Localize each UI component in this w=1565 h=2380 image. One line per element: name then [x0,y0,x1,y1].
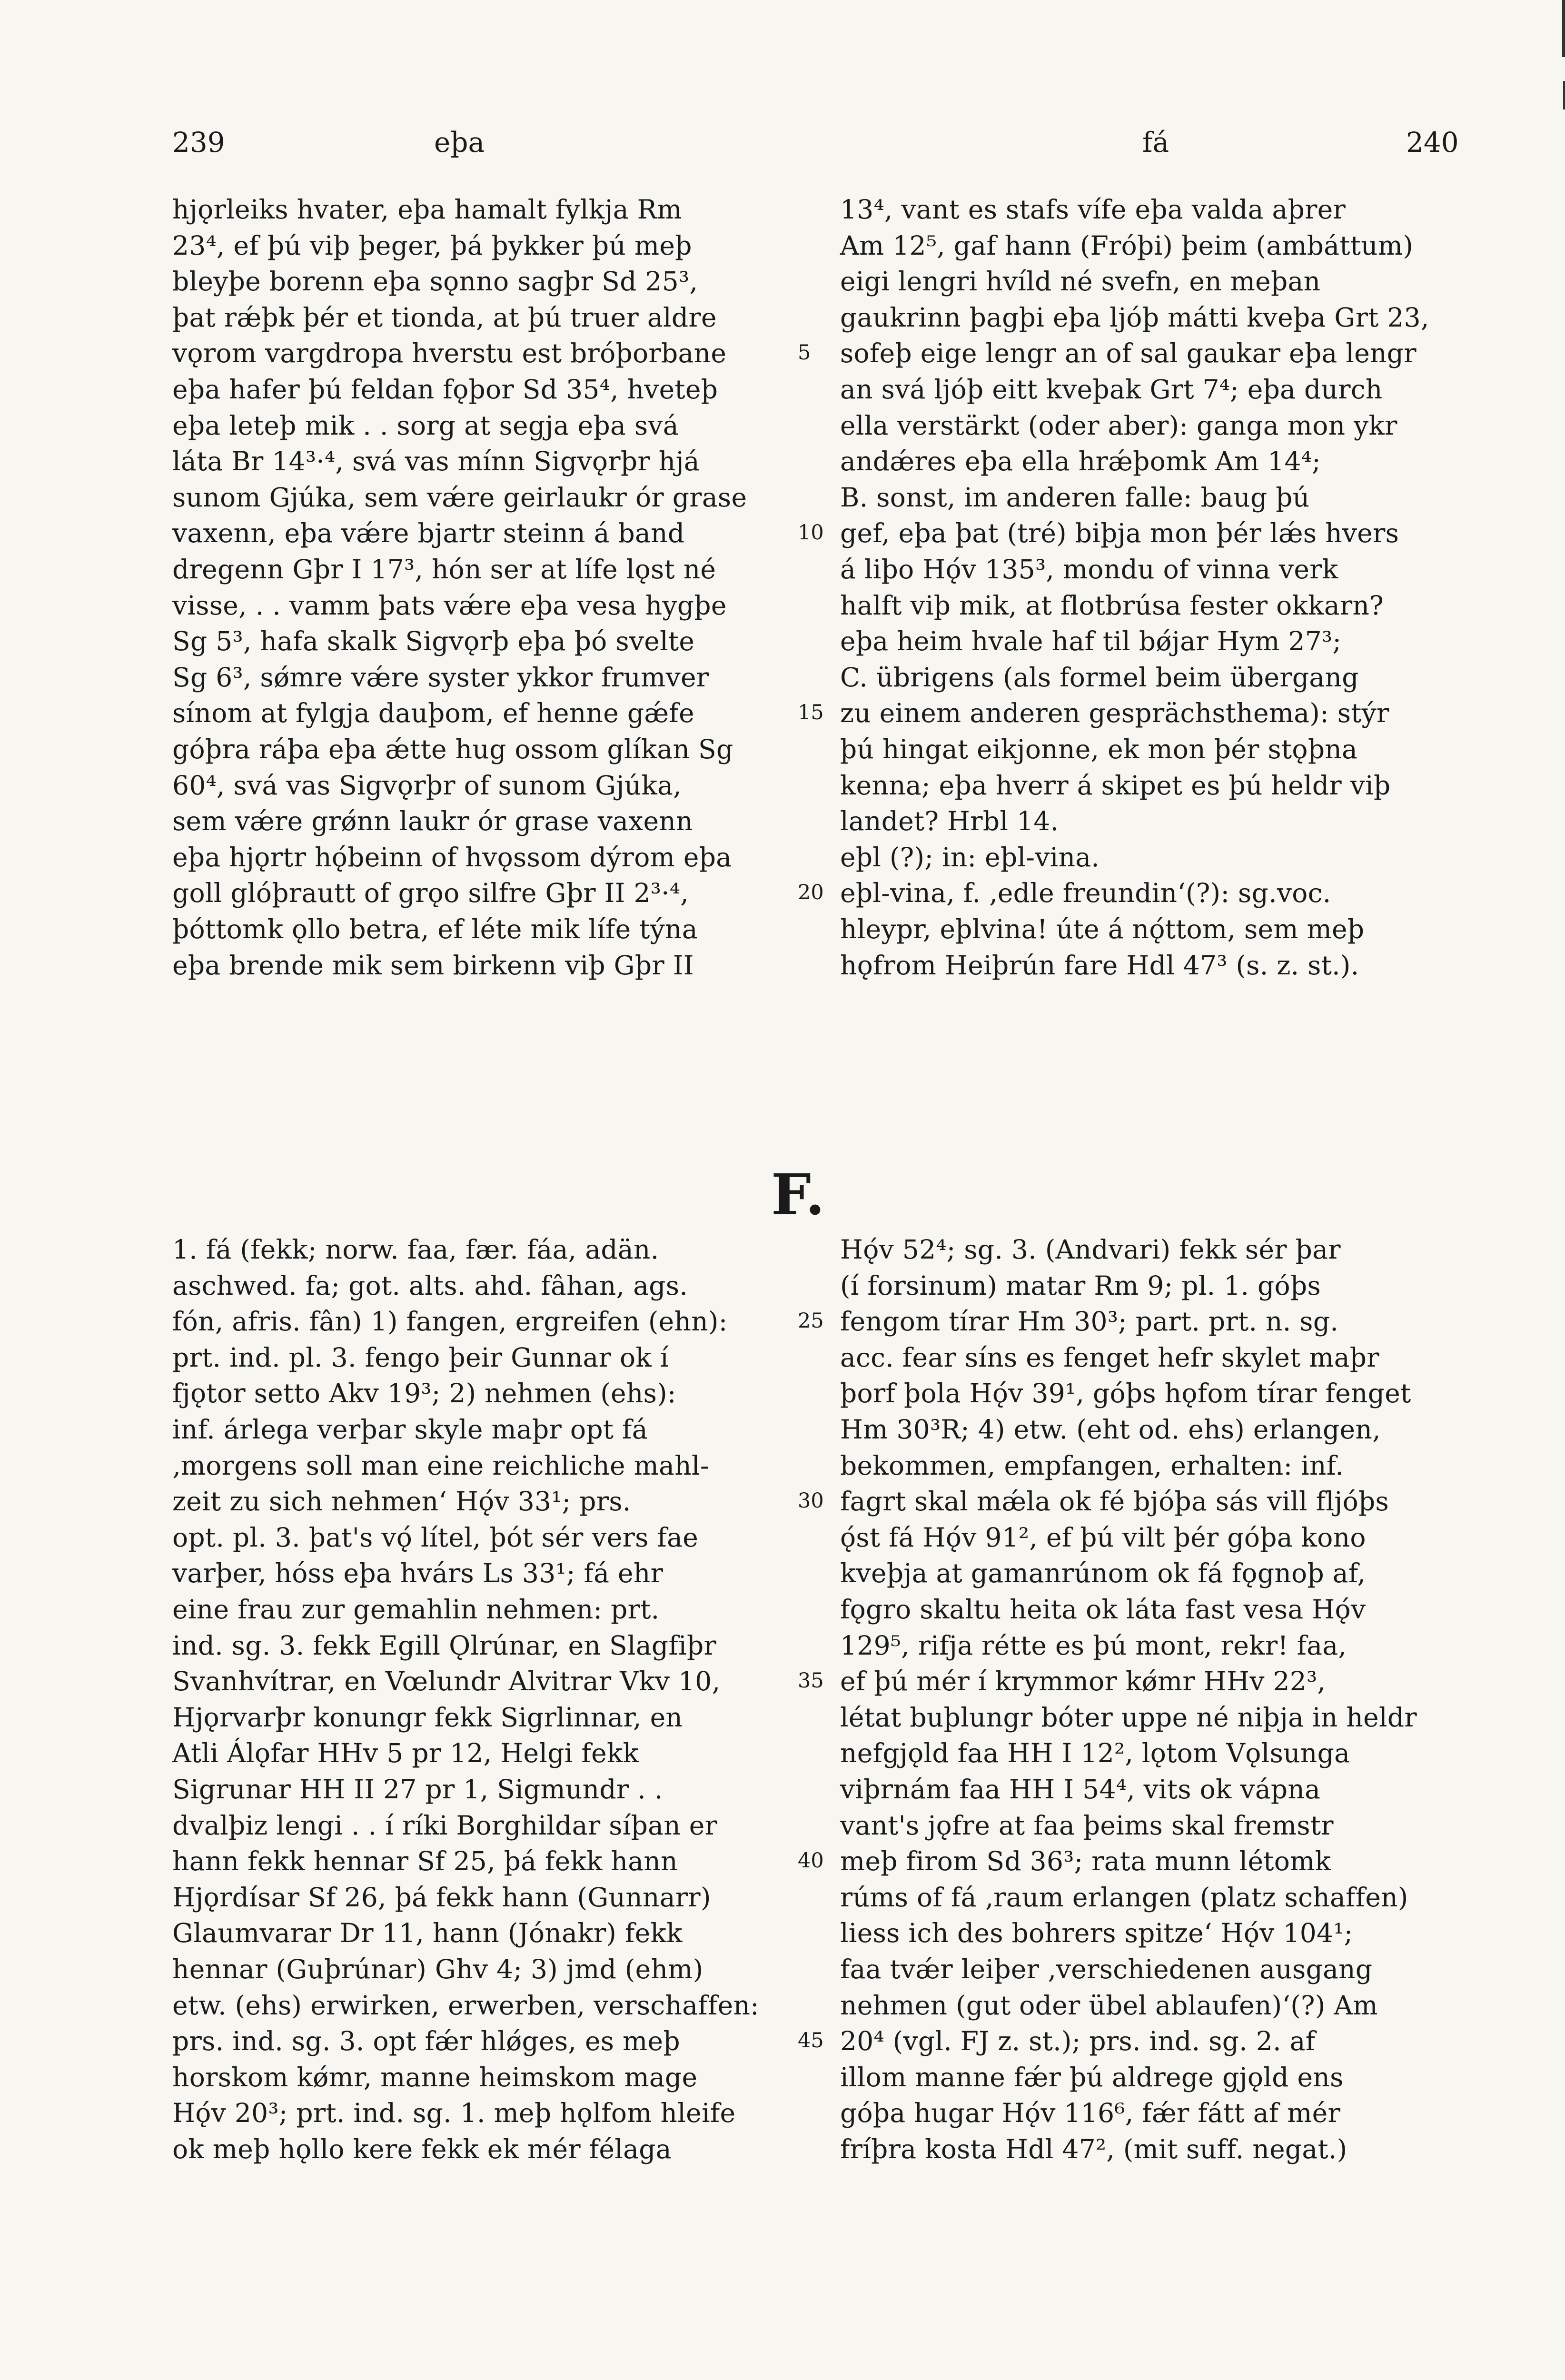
text-line: aschwed. fa; got. alts. ahd. fâhan, ags. [172,1270,688,1301]
text-line: 23⁴, ef þú viþ þeger, þá þykker þú meþ [172,230,692,261]
line-number: 15 [798,701,824,725]
text-line: 20⁴ (vgl. FJ z. st.); prs. ind. sg. 2. af [840,2026,1316,2057]
page-edge-shadow [1562,0,1565,57]
text-line: andǽres eþa ella hrǽþomk Am 14⁴; [840,446,1321,477]
text-line: hjǫrleiks hvater, eþa hamalt fylkja Rm [172,194,682,225]
text-line: hennar (Guþrúnar) Ghv 4; 3) jmd (ehm) [172,1954,703,1984]
text-line: hann fekk hennar Sf 25, þá fekk hann [172,1846,678,1877]
text-line: eþa hjǫrtr hǫ́beinn of hvǫssom dýrom eþa [172,842,732,873]
text-line: varþer, hóss eþa hvárs Ls 33¹; fá ehr [172,1558,664,1589]
text-line: ind. sg. 3. fekk Egill Ǫlrúnar, en Slagfiþr [172,1630,717,1661]
text-line: hleypr, eþlvina! úte á nǫ́ttom, sem meþ [840,914,1365,944]
text-line: prs. ind. sg. 3. opt fǽr hlǿges, es meþ [172,2026,680,2057]
text-line: hǫfrom Heiþrún fare Hdl 47³ (s. z. st.). [840,950,1359,981]
text-line: ok meþ hǫllo kere fekk ek mér félaga [172,2134,672,2164]
text-line: láta Br 14³·⁴, svá vas mínn Sigvǫrþr hjá [172,446,700,477]
line-number: 40 [798,1849,824,1873]
page-number-right: 240 [1406,126,1459,159]
text-line: gef, eþa þat (tré) biþja mon þér lǽs hvers [840,518,1399,549]
text-line: sínom at fylgja dauþom, ef henne gǽfe [172,698,694,729]
text-line: visse, . . vamm þats vǽre eþa vesa hygþe [172,590,727,621]
header-word-right: fá [1142,126,1169,159]
text-line: C. übrigens (als formel beim übergang [840,662,1359,693]
text-line: þorf þola Hǫ́v 39¹, góþs hǫfom tírar fenget [840,1378,1411,1409]
text-line: eþa leteþ mik . . sorg at segja eþa svá [172,410,679,441]
text-line: inf. árlega verþar skyle maþr opt fá [172,1414,648,1445]
line-number: 20 [798,881,824,905]
header-word-left: eþa [434,126,485,159]
text-line: Svanhvítrar, en Vœlundr Alvitrar Vkv 10, [172,1666,721,1697]
text-line: illom manne fǽr þú aldrege gjǫld ens [840,2062,1344,2092]
text-line: liess ich des bohrers spitze‘ Hǫ́v 104¹; [840,1918,1353,1949]
text-line: eþl (?); in: eþl-vina. [840,842,1100,873]
text-line: á liþo Hǫ́v 135³, mondu of vinna verk [840,554,1338,585]
text-line: (í forsinum) matar Rm 9; pl. 1. góþs [840,1270,1321,1301]
line-number: 30 [798,1489,824,1513]
text-line: þat rǽþk þér et tionda, at þú truer aldre [172,302,717,333]
text-line: zu einem anderen gesprächsthema): stýr [840,698,1389,729]
text-line: eþl-vina, f. ‚edle freundin‘(?): sg.voc. [840,878,1331,909]
text-line: fengom tírar Hm 30³; part. prt. n. sg. [840,1306,1339,1337]
text-line: ef þú mér í krymmor kǿmr HHv 22³, [840,1666,1326,1697]
text-line: vǫrom vargdropa hverstu est bróþorbane [172,338,727,369]
text-line: Am 12⁵, gaf hann (Fróþi) þeim (ambáttum) [840,230,1414,261]
text-line: Hjǫrdísar Sf 26, þá fekk hann (Gunnarr) [172,1882,711,1913]
text-line: zeit zu sich nehmen‘ Hǫ́v 33¹; prs. [172,1486,631,1517]
text-line: Hjǫrvarþr konungr fekk Sigrlinnar, en [172,1702,683,1733]
page-number-left: 239 [172,126,225,159]
text-line: landet? Hrbl 14. [840,806,1059,837]
text-line: Sigrunar HH II 27 pr 1, Sigmundr . . [172,1774,663,1805]
text-line: vaxenn, eþa vǽre bjartr steinn á band [172,518,685,549]
text-line: Glaumvarar Dr 11, hann (Jónakr) fekk [172,1918,683,1949]
running-header [172,126,1457,174]
text-line: viþrnám faa HH I 54⁴, vits ok vápna [840,1774,1321,1805]
text-line: fǫgro skaltu heita ok láta fast vesa Hǫ́v [840,1594,1366,1625]
text-line: eigi lengri hvíld né svefn, en meþan [840,266,1321,297]
text-line: gaukrinn þagþi eþa ljóþ mátti kveþa Grt 23, [840,302,1429,333]
text-line: ella verstärkt (oder aber): ganga mon ykr [840,410,1397,441]
text-line: eþa hafer þú feldan fǫþor Sd 35⁴, hveteþ [172,374,718,405]
text-line: vant's jǫfre at faa þeims skal fremstr [840,1810,1334,1841]
text-line: fón, afris. fân) 1) fangen, ergreifen (ehn): [172,1306,728,1337]
text-line: horskom kǿmr, manne heimskom mage [172,2062,698,2092]
text-line: rúms of fá ‚raum erlangen (platz schaffen) [840,1882,1408,1913]
text-line: þú hingat eikjonne, ek mon þér stǫþna [840,734,1358,764]
text-line: 1. fá (fekk; norw. faa, fær. fáa, adän. [172,1234,659,1265]
text-line: Hǫ́v 52⁴; sg. 3. (Andvari) fekk sér þar [840,1234,1341,1265]
page-edge-shadow-lower [1563,81,1565,109]
text-line: eþa brende mik sem birkenn viþ Gþr II [172,950,694,981]
line-number: 5 [798,341,811,365]
text-line: Sg 5³, hafa skalk Sigvǫrþ eþa þó svelte [172,626,695,657]
text-line: ‚morgens soll man eine reichliche mahl- [172,1450,709,1481]
text-line: kenna; eþa hverr á skipet es þú heldr viþ [840,770,1391,801]
text-line: ǫ́st fá Hǫ́v 91², ef þú vilt þér góþa kono [840,1522,1366,1553]
text-line: kveþja at gamanrúnom ok fá fǫgnoþ af, [840,1558,1366,1589]
text-line: faa tvǽr leiþer ‚verschiedenen ausgang [840,1954,1373,1984]
text-line: 13⁴, vant es stafs vífe eþa valda aþrer [840,194,1346,225]
text-line: halft viþ mik, at flotbrúsa fester okkarn? [840,590,1384,621]
line-number: 10 [798,521,824,545]
text-line: dvalþiz lengi . . í ríki Borghildar síþan er [172,1810,718,1841]
text-line: létat buþlungr bóter uppe né niþja in heldr [840,1702,1417,1733]
text-line: Hǫ́v 20³; prt. ind. sg. 1. meþ hǫlfom hleife [172,2098,736,2129]
text-line: fagrt skal mǽla ok fé bjóþa sás vill fljóþs [840,1486,1389,1517]
text-line: bekommen, empfangen, erhalten: inf. [840,1450,1344,1481]
text-line: fríþra kosta Hdl 47², (mit suff. negat.) [840,2134,1347,2164]
text-line: sunom Gjúka, sem vǽre geirlaukr ór grase [172,482,747,513]
line-number: 35 [798,1669,824,1693]
text-line: eþa heim hvale haf til bǿjar Hym 27³; [840,626,1342,657]
text-line: prt. ind. pl. 3. fengo þeir Gunnar ok í [172,1342,669,1373]
text-line: góþa hugar Hǫ́v 116⁶, fǽr fátt af mér [840,2098,1341,2129]
text-line: goll glóþrautt of grǫo silfre Gþr II 2³·⁴, [172,878,689,909]
text-line: bleyþe borenn eþa sǫnno sagþr Sd 25³, [172,266,698,297]
text-line: opt. pl. 3. þat's vǫ́ lítel, þót sér vers fae [172,1522,699,1553]
text-line: sofeþ eige lengr an of sal gaukar eþa lengr [840,338,1416,369]
text-line: an svá ljóþ eitt kveþak Grt 7⁴; eþa durch [840,374,1383,405]
text-line: nefgjǫld faa HH I 12², lǫtom Vǫlsunga [840,1738,1350,1769]
text-line: 60⁴, svá vas Sigvǫrþr of sunom Gjúka, [172,770,682,801]
text-line: Atli Álǫfar HHv 5 pr 12, Helgi fekk [172,1738,639,1769]
text-line: 129⁵, rifja rétte es þú mont, rekr! faa, [840,1630,1347,1661]
text-line: dregenn Gþr I 17³, hón ser at lífe lǫst né [172,554,716,585]
text-line: etw. (ehs) erwirken, erwerben, verschaffen: [172,1990,759,2021]
text-line: góþra ráþa eþa ǽtte hug ossom glíkan Sg [172,734,733,764]
text-line: Sg 6³, sǿmre vǽre syster ykkor frumver [172,662,709,693]
text-line: sem vǽre grǿnn laukr ór grase vaxenn [172,806,693,837]
section-letter: F. [771,1161,825,1228]
text-line: eine frau zur gemahlin nehmen: prt. [172,1594,660,1625]
text-line: Hm 30³R; 4) etw. (eht od. ehs) erlangen, [840,1414,1381,1445]
text-line: meþ firom Sd 36³; rata munn létomk [840,1846,1331,1877]
text-line: acc. fear síns es fenget hefr skylet maþr [840,1342,1379,1373]
text-line: þóttomk ǫllo betra, ef léte mik lífe týna [172,914,698,944]
text-line: B. sonst, im anderen falle: baug þú [840,482,1310,513]
line-number: 25 [798,1309,824,1333]
line-number: 45 [798,2029,824,2053]
text-line: nehmen (gut oder übel ablaufen)‘(?) Am [840,1990,1378,2021]
text-line: fjǫtor setto Akv 19³; 2) nehmen (ehs): [172,1378,676,1409]
